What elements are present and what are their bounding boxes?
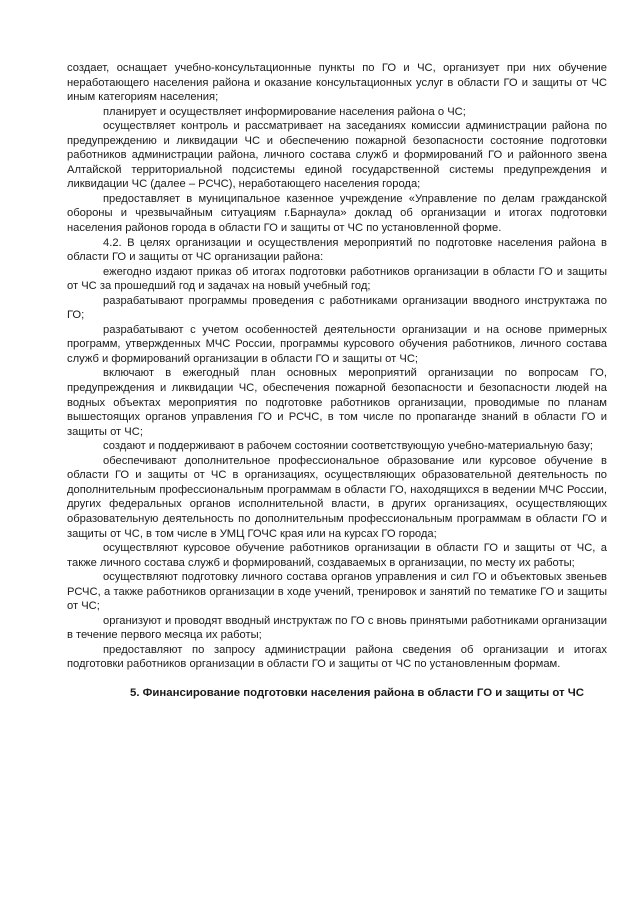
paragraph-exercises: осуществляют подготовку личного состава органов управления и сил ГО и объектовых звеньев РСЧС, а также работников организации в ходе учений, тренировок и занятий по тематике ГО и защиты от ЧС; [67,571,607,613]
paragraph-additional-education: обеспечивают дополнительное профессиональное образование или курсовое обучение в области ГО и защиты от ЧС в организациях, осуществляющих образовательной деятельность по дополнительным профессиональным программам в области ГО, находящихся в ведении МЧС России, других федеральных органов исполнительной власти, в других организациях, осуществляющих образовательную деятельность по дополнительным профессиональным программам в области ГО и защиты от ЧС, в том числе в УМЦ ГОЧС края или на курсах ГО города; [67,454,607,540]
paragraph-course-training: осуществляют курсовое обучение работников организации в области ГО и защиты от ЧС, а также личного состава служб и формирований, создаваемых в организации, по месту их работы; [67,542,607,569]
section-5-heading: 5. Финансирование подготовки населения района в области ГО и защиты от ЧС [130,686,584,699]
paragraph-training-points: создает, оснащает учебно-консультационные пункты по ГО и ЧС, организует при них обучение неработающего населения района и оказание консультационных услуг в области ГО и защиты от ЧС иным категориям населения; [67,62,607,104]
paragraph-intro-briefing-programs: разрабатывают программы проведения с работниками организации вводного инструктажа по ГО; [67,294,607,322]
paragraph-reporting-forms: предоставляют по запросу администрации района сведения об организации и итогах подготовки работников организации в области ГО и защиты от ЧС по установленным формам. [67,643,607,671]
paragraph-section-4-2: 4.2. В целях организации и осуществления мероприятий по подготовке населения района в области ГО и защиты от ЧС организации района: [67,236,607,264]
paragraph-course-programs: разрабатывают с учетом особенностей деятельности организации и на основе примерных программ, утвержденных МЧС России, программы курсового обучения работников, личного состава служб и формирований организации в области ГО и защиты от ЧС; [67,323,607,365]
paragraph-material-base: создают и поддерживают в рабочем состоянии соответствующую учебно-материальную базу; [103,440,593,453]
paragraph-report: предоставляет в муниципальное казенное учреждение «Управление по делам гражданской обороны и чрезвычайным ситуациям г.Барнаула» доклад об организации и итогах подготовки населения районов города в области ГО и защиты от ЧС по установленной форме. [67,192,607,235]
paragraph-informing: планирует и осуществляет информирование населения района о ЧС; [103,105,466,118]
paragraph-intro-briefing: организуют и проводят вводный инструктаж по ГО с вновь принятыми работниками организации в течение первого месяца их работы; [67,614,607,642]
paragraph-annual-order: ежегодно издают приказ об итогах подготовки работников организации в области ГО и защиты от ЧС за прошедший год и задачах на новый учебный год; [67,265,607,293]
paragraph-control: осуществляет контроль и рассматривает на заседаниях комиссии администрации района по предупреждению и ликвидации ЧС и обеспечению пожарной безопасности состояние подготовки работников администрации района, личного состава служб и формирований ГО и районного звена Алтайской территориальной подсистемы единой государственной системы предупреждения и ликвидации ЧС (далее – РСЧС), неработающего населения города; [67,120,607,191]
paragraph-annual-plan: включают в ежегодный план основных мероприятий организации по вопросам ГО, предупреждения и ликвидации ЧС, обеспечения пожарной безопасности и безопасности людей на водных объектах мероприятия по подготовке работников организации, проводимые по планам вышестоящих органов управления ГО и РСЧС, в том числе по пропаганде знаний в области ГО и защиты от ЧС; [67,367,607,438]
